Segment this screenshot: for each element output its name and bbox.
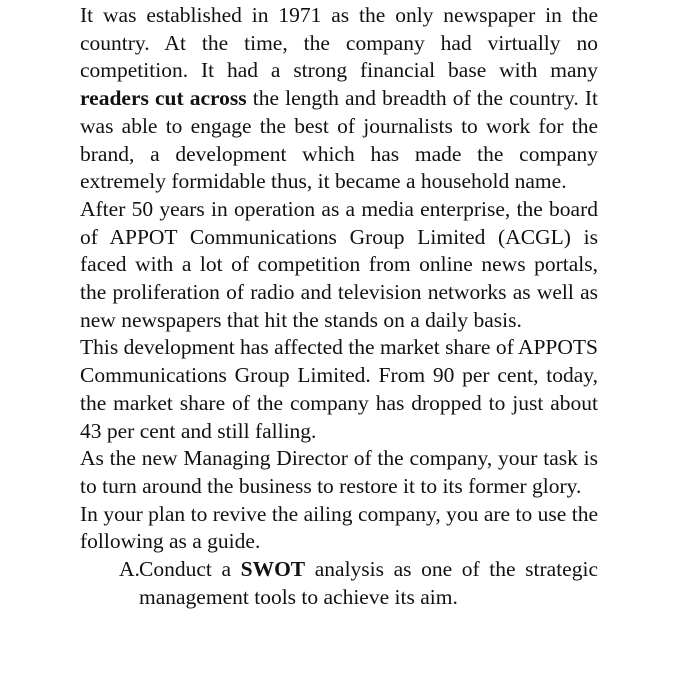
document-body (80, 2, 598, 611)
paragraph-text: In your plan to revive the ailing company, you are to use the following as a guide. (80, 501, 598, 554)
task-list (80, 556, 598, 611)
paragraph-text: It was established in 1971 as the only newspaper in the country. At the time, the company had virtually no competition. It had a strong financial base with many (80, 3, 598, 83)
paragraph-text: After 50 years in operation as a media enterprise, the board of APPOT Communications Group Limited (ACGL) is faced with a lot of competition from online news portals, the proliferation of radio and television networks as well as new newspapers that hit the stands on a daily basis. (80, 196, 598, 332)
paragraph (80, 501, 598, 556)
paragraph (80, 2, 598, 196)
paragraph-text: As the new Managing Director of the company, your task is to turn around the business to restore it to its former glory. (80, 446, 598, 498)
task-marker: A. (119, 557, 140, 582)
emphasized-text: SWOT (240, 557, 306, 582)
task-text-segment: analysis as one of the strategic management tools to achieve its aim. (139, 557, 598, 609)
task-item (80, 556, 598, 611)
paragraph (80, 196, 598, 335)
paragraph-text: the length and breadth of the country. It was able to engage the best of journalists to work for the brand, a development which has made the company extremely formidable thus, it became a household name. (80, 86, 599, 194)
paragraph (80, 334, 598, 445)
task-text (139, 556, 598, 611)
paragraph-text: This development has affected the market share of APPOTS Communications Group Limited. From 90 per cent, today, the market share of the company has dropped to just about 43 per cent and still falling. (80, 335, 598, 443)
emphasized-text: readers cut across (80, 86, 247, 111)
task-text-segment: Conduct a (139, 557, 241, 582)
paragraph-list (80, 2, 598, 556)
paragraph (80, 445, 598, 500)
